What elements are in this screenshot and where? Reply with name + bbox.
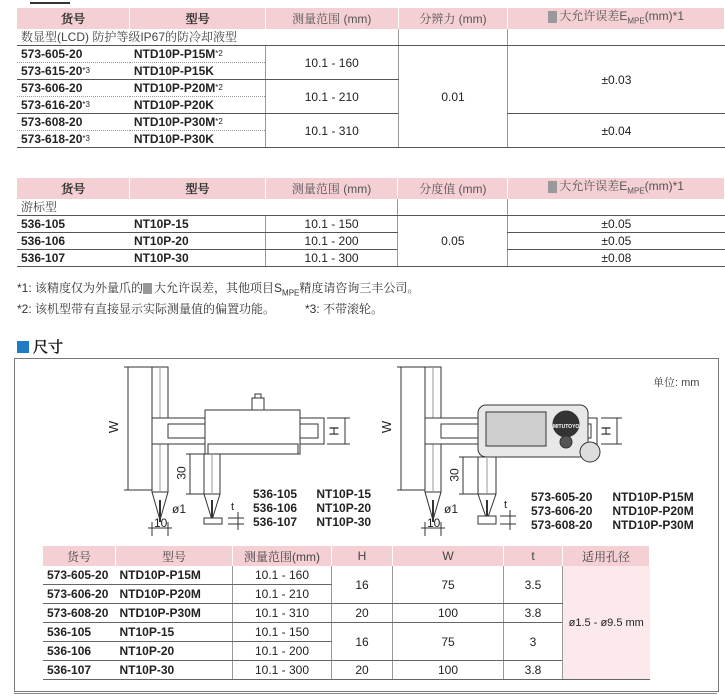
dim-10-left: 10: [154, 516, 168, 530]
error-cell: ±0.05: [508, 233, 725, 250]
error-cell: ±0.04: [508, 114, 725, 148]
w-cell: 75: [393, 623, 504, 661]
col-bore: 适用孔径: [563, 546, 650, 566]
model-name: NTD10P-P20M: [133, 81, 216, 96]
model-name: NTD10P-P30M: [116, 604, 233, 623]
footnote-mark: *3: [82, 134, 90, 144]
item-code: 536-105: [17, 216, 130, 233]
dim-10-right: 10: [427, 516, 441, 530]
range-cell: 10.1 - 210: [233, 585, 332, 604]
range-cell: 10.1 - 200: [233, 642, 332, 661]
t-cell: 3: [504, 623, 563, 661]
error-cell: ±0.03: [508, 46, 725, 114]
col-t: t: [504, 546, 563, 566]
label-code: 573-606-20: [531, 504, 593, 518]
label-model: NT10P-15: [316, 487, 372, 501]
model-name: NT10P-30: [116, 661, 233, 680]
label-model: NT10P-30: [316, 515, 372, 529]
error-cell: ±0.08: [508, 250, 725, 267]
resolution-cell: 0.01: [398, 46, 508, 148]
note-1-part-b: 大允许误差，其他项目S: [154, 281, 283, 295]
label-model: NT10P-20: [316, 501, 372, 515]
t-cell: 3.8: [504, 604, 563, 623]
dim-phi1-left: ø1: [172, 502, 187, 516]
col-w: W: [393, 546, 504, 566]
w-cell: 100: [393, 604, 504, 623]
label-code: 573-608-20: [531, 518, 593, 532]
unit-label: 单位: mm: [653, 377, 700, 389]
range-cell: 10.1 - 160: [233, 566, 332, 585]
range-cell: 10.1 - 300: [265, 250, 398, 267]
range-cell: 10.1 - 200: [265, 233, 398, 250]
col-model: 型号: [130, 178, 265, 199]
dim-w-left: W: [106, 420, 122, 434]
model-name: NT10P-15: [130, 216, 265, 233]
label-code: 536-107: [253, 515, 298, 529]
label-code: 536-106: [253, 501, 298, 515]
col-range: 测量范围(mm): [233, 546, 332, 566]
col-model: 型号: [116, 546, 233, 566]
note-3: *3: 不带滚轮。: [305, 302, 384, 317]
col-error-label: 大允许误差E: [559, 179, 628, 193]
model-name: NT10P-20: [116, 642, 233, 661]
range-cell: 10.1 - 300: [233, 661, 332, 680]
col-resolution: 分辨力 (mm): [398, 8, 508, 29]
model-name: NTD10P-P30M: [133, 115, 216, 130]
model-name: NT10P-30: [130, 250, 265, 267]
footnote-mark: *2: [215, 83, 223, 93]
range-cell: 10.1 - 160: [265, 46, 398, 80]
col-error-unit: (mm)*1: [644, 179, 684, 193]
left-model-list: [253, 487, 371, 529]
range-cell: 10.1 - 150: [233, 623, 332, 642]
col-code: 货号: [43, 546, 116, 566]
group-label: 游标型: [17, 199, 265, 216]
t-cell: 3.8: [504, 661, 563, 680]
col-error-sub: MPE: [627, 186, 645, 196]
bottom-divider: [14, 693, 717, 694]
note-1-part-a: *1: 该精度仅为外量爪的: [17, 281, 144, 295]
col-range: 测量范围 (mm): [265, 178, 398, 199]
col-h: H: [332, 546, 393, 566]
footnote-mark: *2: [215, 49, 223, 59]
table-header: [43, 546, 650, 566]
label-code: 573-605-20: [531, 490, 593, 504]
label-model: NTD10P-P20M: [612, 504, 694, 518]
item-code: 573-606-20: [43, 585, 116, 604]
dim-phi1-right: ø1: [444, 502, 459, 516]
bore-cell: ø1.5 - ø9.5 mm: [563, 566, 650, 680]
w-cell: 75: [393, 566, 504, 604]
dim-30-right: 30: [447, 468, 462, 482]
col-graduation: 分度值 (mm): [398, 178, 508, 199]
h-cell: 16: [332, 623, 393, 661]
dimension-table: [43, 546, 650, 680]
item-code: 573-605-20: [21, 47, 83, 62]
dim-h-right: H: [598, 426, 614, 436]
item-code: 536-106: [43, 642, 116, 661]
item-code: 573-605-20: [43, 566, 116, 585]
section-title-text: 尺寸: [33, 339, 64, 356]
group-label: 数显型(LCD) 防护等级IP67的防冷却液型: [17, 29, 265, 46]
note-2: *2: 该机型带有直接显示实际测量值的偏置功能。: [17, 302, 276, 317]
table-row: [43, 661, 650, 680]
h-cell: 20: [332, 661, 393, 680]
graduation-cell: 0.05: [398, 216, 508, 267]
footnote-mark: *3: [82, 100, 90, 110]
model-name: NTD10P-P15K: [133, 64, 214, 79]
model-name: NT10P-15: [116, 623, 233, 642]
table-row: [43, 623, 650, 642]
dim-t-left: t: [231, 501, 235, 513]
footnote-mark: *3: [82, 66, 90, 76]
dim-30-left: 30: [174, 466, 189, 480]
note-1-part-c: 精度请咨询三丰公司。: [299, 281, 420, 295]
label-code: 536-105: [253, 487, 298, 501]
note-1-sub: MPE: [282, 288, 300, 298]
item-code: 573-608-20: [21, 115, 83, 130]
dim-w-right: W: [379, 420, 395, 434]
range-cell: 10.1 - 210: [265, 80, 398, 114]
item-code: 536-105: [43, 623, 116, 642]
t-cell: 3.5: [504, 566, 563, 604]
label-model: NTD10P-P30M: [612, 518, 694, 532]
col-error-unit: (mm)*1: [644, 9, 685, 23]
item-code: 536-106: [17, 233, 130, 250]
model-name: NTD10P-P15M: [133, 47, 216, 62]
model-name: NTD10P-P30K: [133, 132, 214, 147]
col-code: 货号: [17, 8, 130, 29]
col-error-sub: MPE: [627, 16, 645, 26]
footnote-mark: *2: [215, 117, 223, 127]
item-code: 536-107: [17, 250, 130, 267]
col-model: 型号: [130, 8, 266, 29]
item-code: 573-615-20: [21, 64, 83, 79]
label-model: NTD10P-P15M: [612, 490, 694, 504]
w-cell: 100: [393, 661, 504, 680]
item-code: 536-107: [43, 661, 116, 680]
item-code: 573-608-20: [43, 604, 116, 623]
h-cell: 20: [332, 604, 393, 623]
table-row: [43, 604, 650, 623]
dim-t-right: t: [504, 499, 508, 511]
model-name: NTD10P-P20K: [133, 98, 214, 113]
model-name: NT10P-20: [130, 233, 265, 250]
range-cell: 10.1 - 310: [233, 604, 332, 623]
item-code: 573-618-20: [21, 132, 83, 147]
table-row: [43, 566, 650, 585]
item-code: 573-606-20: [21, 81, 83, 96]
dim-h-left: H: [326, 426, 342, 436]
col-error-label: 大允许误差E: [559, 9, 628, 23]
h-cell: 16: [332, 566, 393, 604]
model-name: NTD10P-P15M: [116, 566, 233, 585]
range-cell: 10.1 - 310: [265, 114, 398, 148]
brand-logo: MITUTOYO: [553, 424, 580, 430]
col-code: 货号: [17, 178, 130, 199]
item-code: 573-616-20: [21, 98, 83, 113]
error-cell: ±0.05: [508, 216, 725, 233]
col-range: 测量范围 (mm): [265, 8, 398, 29]
model-name: NTD10P-P20M: [116, 585, 233, 604]
right-model-list: [531, 490, 694, 532]
range-cell: 10.1 - 150: [265, 216, 398, 233]
